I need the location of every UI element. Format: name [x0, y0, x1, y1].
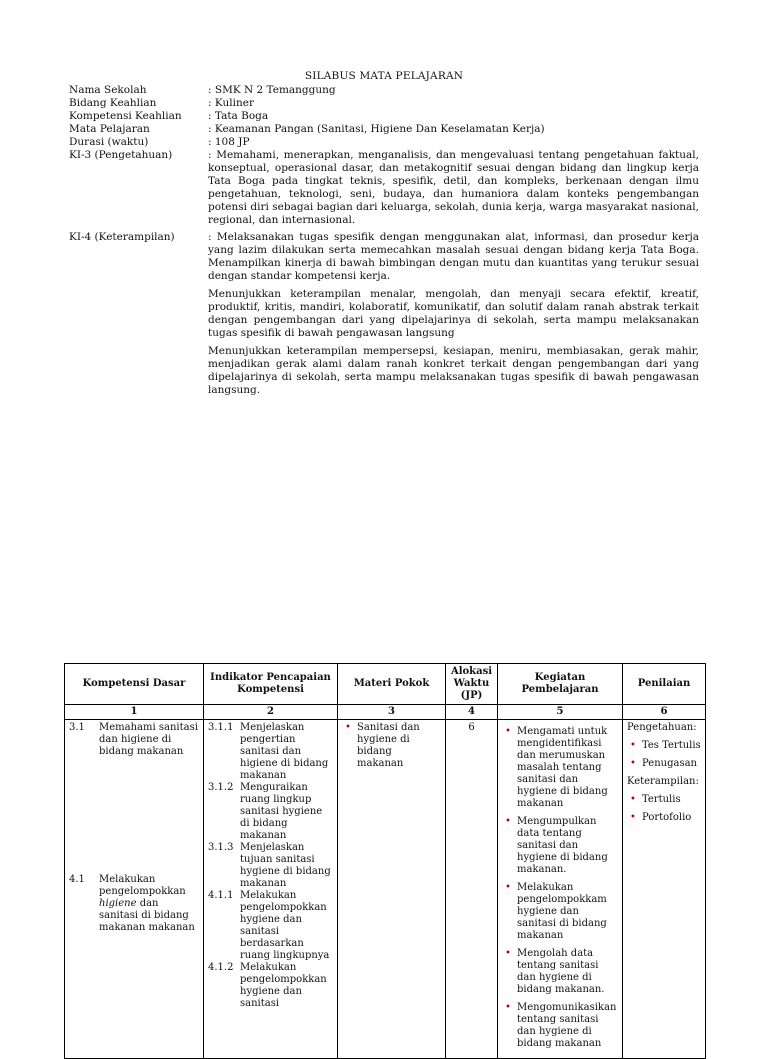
header-kegiatan: Kegiatan Pembelajaran — [498, 664, 623, 705]
list-item: • Mengumpulkan data tentang sanitasi dan hygiene di bidang makanan. — [502, 816, 618, 876]
ki4-paragraph: : Melaksanakan tugas spesifik dengan menggunakan alat, informasi, dan prosedur kerja yang lazim dilakukan serta memecahkan masalah sesuai dengan bidang kerja Tata Boga. Menampilkan kinerja di bawah bimbingan dengan mutu dan kuantitas yang terukur sesuai dengan standar kompetensi kerja. — [208, 231, 699, 282]
indikator-item — [208, 782, 333, 842]
info-label: Mata Pelajaran — [69, 123, 150, 135]
info-durasi — [69, 136, 699, 149]
kegiatan-list — [502, 726, 618, 1050]
kd-text: Memahami sanitasi dan higiene di bidang makanan — [99, 722, 198, 757]
kegiatan-cell — [498, 720, 623, 1059]
document-title: SILABUS MATA PELAJARAN — [304, 70, 464, 82]
table-row — [65, 720, 706, 1059]
alokasi-cell: 6 — [446, 720, 498, 1059]
indikator-number: 4.1.1 — [208, 890, 234, 901]
column-number: 4 — [446, 705, 498, 720]
column-number: 5 — [498, 705, 623, 720]
indikator-item — [208, 890, 333, 962]
penilaian-cell — [623, 720, 706, 1059]
materi-list — [342, 722, 441, 770]
penilaian-pengetahuan-list — [627, 740, 701, 770]
list-item: • Tertulis — [627, 794, 701, 806]
header-alokasi-waktu: Alokasi Waktu (JP) — [446, 664, 498, 705]
list-item: • Penugasan — [627, 758, 701, 770]
info-label: Durasi (waktu) — [69, 136, 149, 148]
info-value: : Keamanan Pangan (Sanitasi, Higiene Dan Keselamatan Kerja) — [208, 123, 545, 135]
silabus-table — [64, 663, 706, 1059]
ki4-paragraph: Menunjukkan keterampilan mempersepsi, kesiapan, meniru, membiasakan, gerak mahir, menjadikan gerak alami dalam ranah konkret terkait dengan pengembangan dari yang dipelajarinya di sekolah, serta mampu melaksanakan tugas spesifik di bawah pengawasan langsung. — [208, 345, 699, 396]
info-bidang-keahlian — [69, 97, 699, 110]
list-item: • Mengomunikasikan tentang sanitasi dan hygiene di bidang makanan — [502, 1002, 618, 1050]
info-label: Nama Sekolah — [69, 84, 147, 96]
indikator-number: 4.1.2 — [208, 962, 234, 973]
header-indikator: Indikator Pencapaian Kompetensi — [204, 664, 338, 705]
info-value: : Tata Boga — [208, 110, 269, 122]
info-value: : Kuliner — [208, 97, 254, 109]
info-value: : SMK N 2 Temanggung — [208, 84, 336, 96]
penilaian-keterampilan-list — [627, 794, 701, 824]
list-item: • Mengamati untuk mengidentifikasi dan merumuskan masalah tentang sanitasi dan hygiene di bidang makanan — [502, 726, 618, 810]
kd-text-part: Melakukan pengelompokkan — [99, 874, 186, 897]
header-penilaian: Penilaian — [623, 664, 706, 705]
kd-text-part: dan sanitasi di bidang makanan makanan — [99, 898, 195, 933]
indikator-item — [208, 962, 333, 1010]
column-number: 6 — [623, 705, 706, 720]
list-item: • Portofolio — [627, 812, 701, 824]
list-item: • Sanitasi dan hygiene di bidang makanan — [342, 722, 441, 770]
penilaian-pengetahuan-label: Pengetahuan: — [627, 722, 697, 733]
indikator-item — [208, 722, 333, 782]
indikator-text: Melakukan pengelompokkan hygiene dan sanitasi berdasarkan ruang lingkupnya — [240, 890, 330, 961]
info-kompetensi-keahlian — [69, 110, 699, 123]
indikator-text: Menjelaskan pengertian sanitasi dan higiene di bidang makanan — [240, 722, 329, 781]
indikator-item — [208, 842, 333, 890]
indikator-text: Menguraikan ruang lingkup sanitasi hygiene di bidang makanan — [240, 782, 323, 841]
indikator-text: Menjelaskan tujuan sanitasi hygiene di bidang makanan — [240, 842, 331, 889]
kd-number: 4.1 — [69, 874, 85, 885]
indikator-number: 3.1.3 — [208, 842, 234, 853]
info-label: Bidang Keahlian — [69, 97, 157, 109]
column-number: 2 — [204, 705, 338, 720]
info-label: Kompetensi Keahlian — [69, 110, 182, 122]
kd-text-italic: higiene — [99, 898, 137, 909]
list-item: • Tes Tertulis — [627, 740, 701, 752]
penilaian-keterampilan-label: Keterampilan: — [627, 776, 699, 787]
kd-cell — [65, 720, 204, 1059]
indikator-text: Melakukan pengelompokkan hygiene dan sanitasi — [240, 962, 327, 1009]
info-block — [69, 84, 699, 397]
ki4-paragraph: Menunjukkan keterampilan menalar, mengolah, dan menyaji secara efektif, kreatif, produktif, kritis, mandiri, kolaboratif, komunikatif, dan solutif dalam ranah abstrak terkait dengan pengembangan dari yang dipelajarinya di sekolah, serta mampu melaksanakan tugas spesifik di bawah pengawasan langsung — [208, 288, 699, 339]
indikator-cell — [204, 720, 338, 1059]
indikator-number: 3.1.2 — [208, 782, 234, 793]
info-mata-pelajaran — [69, 123, 699, 136]
info-value: : 108 JP — [208, 136, 250, 148]
kd-item — [69, 722, 199, 758]
list-item: • Mengolah data tentang sanitasi dan hygiene di bidang makanan. — [502, 948, 618, 996]
info-label: KI-4 (Keterampilan) — [69, 231, 175, 243]
materi-cell — [338, 720, 446, 1059]
column-number: 1 — [65, 705, 204, 720]
header-materi-pokok: Materi Pokok — [338, 664, 446, 705]
info-label: KI-3 (Pengetahuan) — [69, 149, 173, 161]
column-number: 3 — [338, 705, 446, 720]
info-value: : Memahami, menerapkan, menganalisis, dan mengevaluasi tentang pengetahuan faktual, konseptual, operasional dasar, dan metakognitif sesuai dengan bidang dan lingkup kerja Tata Boga pada tingkat teknis, spesifik, detil, dan kompleks, berkenaan dengan ilmu pengetahuan, teknologi, seni, budaya, dan humaniora dalam konteks pengembangan potensi diri sebagai bagian dari keluarga, sekolah, dunia kerja, warga masyarakat nasional, regional, dan internasional. — [208, 149, 699, 226]
kd-item — [69, 874, 199, 934]
info-value — [208, 231, 699, 397]
kd-text — [99, 874, 199, 934]
info-nama-sekolah — [69, 84, 699, 97]
info-ki3 — [69, 149, 699, 227]
info-ki4 — [69, 231, 699, 397]
header-kompetensi-dasar: Kompetensi Dasar — [65, 664, 204, 705]
list-item: • Melakukan pengelompokkam hygiene dan sanitasi di bidang makanan — [502, 882, 618, 942]
kd-number: 3.1 — [69, 722, 85, 733]
indikator-number: 3.1.1 — [208, 722, 234, 733]
